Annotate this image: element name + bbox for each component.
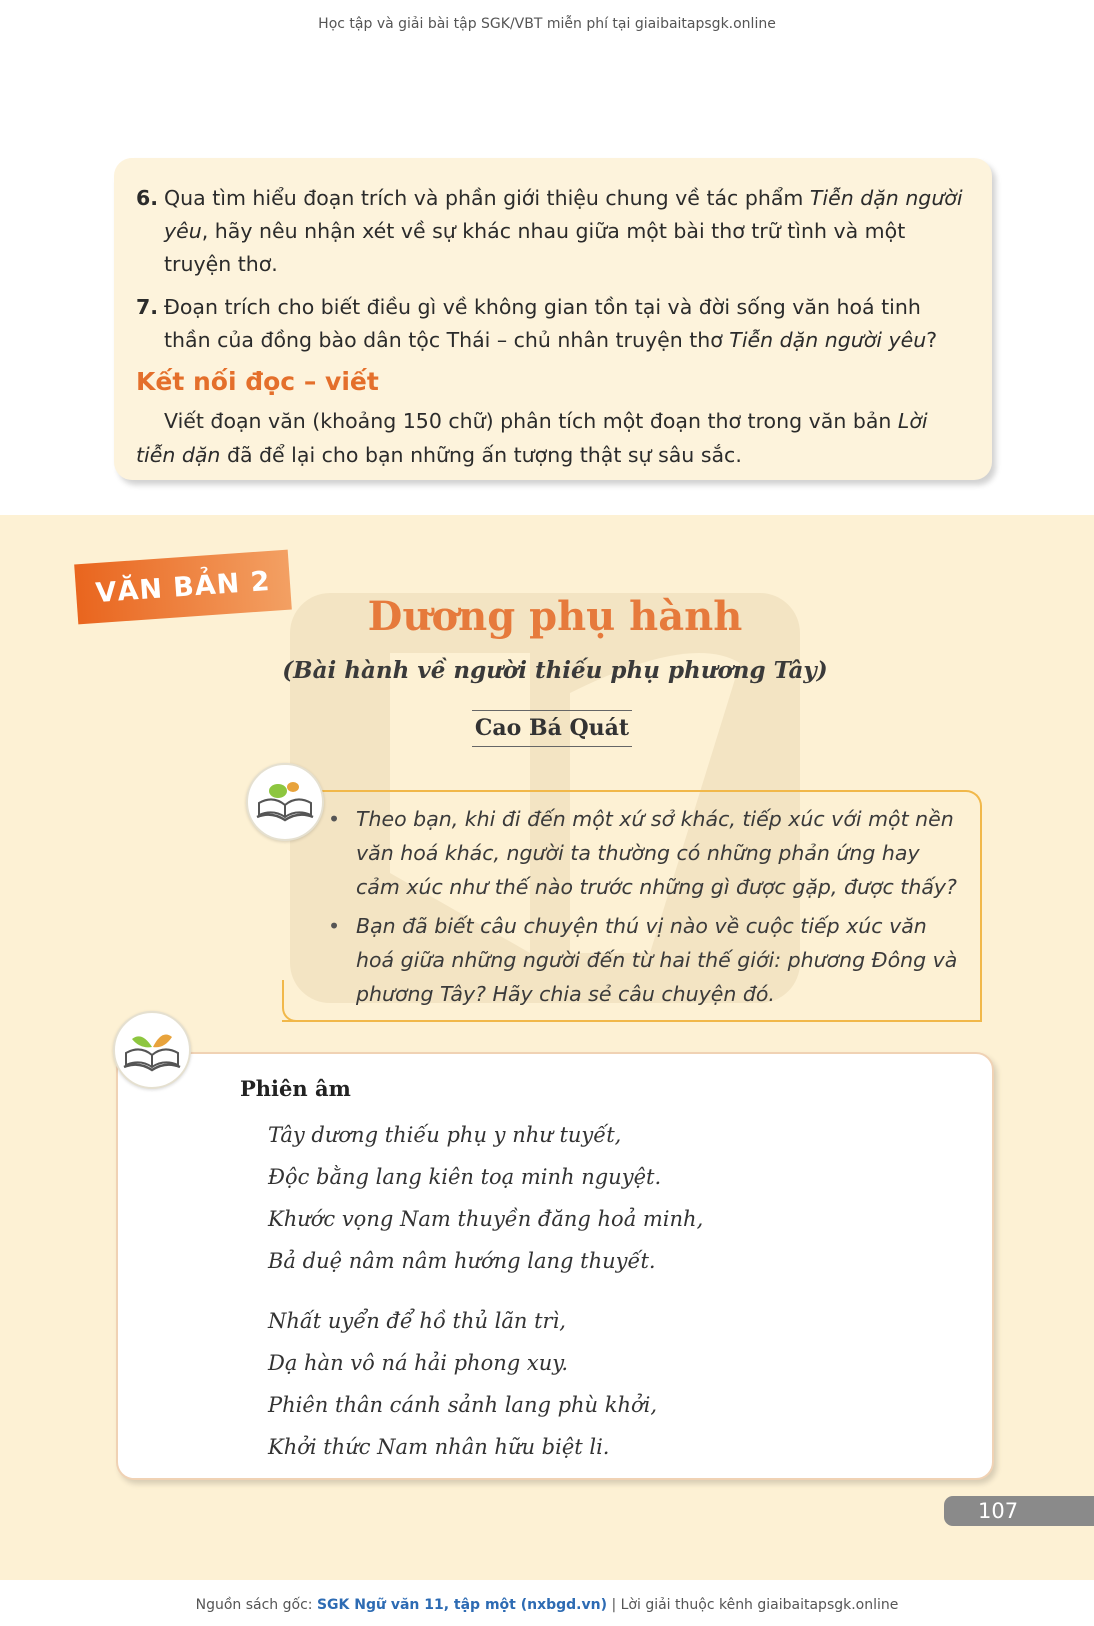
- author-frame: [472, 710, 632, 747]
- poem-lines: [268, 1114, 703, 1468]
- text-subtitle: (Bài hành về người thiếu phụ phương Tây): [282, 657, 828, 684]
- connect-text-part: Viết đoạn văn (khoảng 150 chữ) phân tích một đoạn thơ trong văn bản: [164, 409, 898, 433]
- poem-line: Nhất uyển để hồ thủ lãn trì,: [268, 1309, 566, 1333]
- question-6: [136, 182, 970, 281]
- work-title: Tiễn dặn người yêu: [729, 328, 927, 352]
- question-number: 7.: [136, 295, 159, 319]
- book-icon: [255, 777, 315, 827]
- poem-line: Bả duệ nâm nâm hướng lang thuyết.: [268, 1249, 656, 1273]
- text-title: Dương phụ hành: [367, 593, 743, 640]
- reading-book-icon: [113, 1011, 191, 1089]
- text-badge: VĂN BẢN 2: [74, 550, 292, 625]
- poem-line: Dạ hàn vô ná hải phong xuy.: [268, 1351, 568, 1375]
- work-title: Tiễn dặn người yêu: [164, 186, 963, 243]
- footer-suffix: | Lời giải thuộc kênh giaibaitapsgk.online: [607, 1597, 899, 1613]
- question-text-part: ?: [926, 328, 938, 352]
- footer-note: [0, 1597, 1094, 1613]
- reading-book-icon: [246, 763, 324, 841]
- stanza-gap: [268, 1282, 703, 1300]
- author-name: Cao Bá Quát: [474, 715, 630, 741]
- sprout-book-icon: [122, 1025, 182, 1075]
- pre-reading-list: [326, 802, 962, 1016]
- connect-title: Kết nối đọc – viết: [136, 367, 379, 396]
- list-item: • Theo bạn, khi đi đến một xứ sở khác, tiếp xúc với một nền văn hoá khác, người ta thường có những phản ứng hay cảm xúc như thế nào trước những gì được gặp, được thấy?: [326, 802, 962, 904]
- footer-source-link[interactable]: SGK Ngữ văn 11, tập một (nxbgd.vn): [316, 1597, 607, 1613]
- question-text-part: Đoạn trích cho biết điều gì về không gian tồn tại và đời sống văn hoá tinh thần của đồng bào dân tộc Thái – chủ nhân truyện thơ: [164, 295, 921, 352]
- question-number: 6.: [136, 186, 159, 210]
- list-item: • Bạn đã biết câu chuyện thú vị nào về cuộc tiếp xúc văn hoá giữa những người đến từ hai thế giới: phương Đông và phương Tây? Hãy chia sẻ câu chuyện đó.: [326, 909, 962, 1011]
- header-note: Học tập và giải bài tập SGK/VBT miễn phí tại giaibaitapsgk.online: [318, 16, 776, 32]
- questions-box: [114, 158, 992, 480]
- poem-line: Phiên thân cánh sảnh lang phù khởi,: [268, 1393, 658, 1417]
- connect-text-part: đã để lại cho bạn những ấn tượng thật sự sâu sắc.: [220, 443, 742, 467]
- poem-line: Khước vọng Nam thuyền đăng hoả minh,: [268, 1207, 704, 1231]
- question-text-part: Qua tìm hiểu đoạn trích và phần giới thiệu chung về tác phẩm: [164, 186, 810, 210]
- question-text-part: , hãy nêu nhận xét về sự khác nhau giữa một bài thơ trữ tình và một truyện thơ.: [164, 219, 906, 276]
- question-text: [164, 291, 970, 357]
- pre-reading-frame-corner: [282, 980, 302, 1022]
- page-number: 107: [944, 1496, 1094, 1526]
- poem-line: Khởi thức Nam nhân hữu biệt li.: [268, 1435, 610, 1459]
- work-title: Lời tiễn dặn: [136, 409, 928, 467]
- text-section: [0, 515, 1094, 1580]
- question-7: [136, 291, 970, 357]
- question-text: [164, 182, 970, 281]
- poem-line: Tây dương thiếu phụ y như tuyết,: [268, 1123, 622, 1147]
- poem-line: Độc bằng lang kiên toạ minh nguyệt.: [268, 1165, 662, 1189]
- poem-box: [116, 1052, 994, 1480]
- poem-heading: Phiên âm: [240, 1076, 351, 1101]
- footer-prefix: Nguồn sách gốc:: [195, 1597, 317, 1613]
- connect-text: [136, 404, 970, 472]
